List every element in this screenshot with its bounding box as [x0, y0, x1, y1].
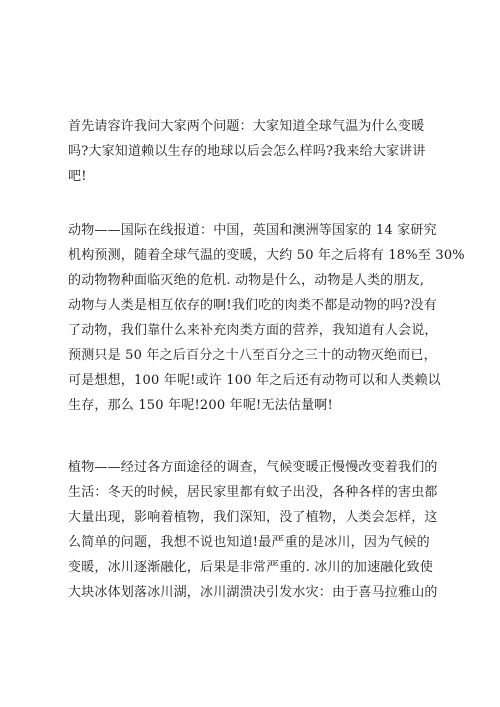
text-line: 预测只是 50 年之后百分之十八至百分之三十的动物灭绝而已， — [68, 348, 437, 363]
text-line: 大块冰体划落冰川湖，冰川湖溃决引发水灾：由于喜马拉雅山的 — [68, 585, 438, 600]
text-line: 可是想想，100 年呢!或许 100 年之后还有动物可以和人类赖以 — [68, 373, 441, 388]
text-line: 生存，那么 150 年呢!200 年呢!无法估量啊! — [68, 398, 333, 413]
paragraph-plants — [68, 455, 440, 605]
text-line: 么简单的问题，我想不说也知道!最严重的是冰川，因为气候的 — [68, 535, 430, 550]
text-line: 首先请容许我问大家两个问题：大家知道全球气温为什么变暖 — [68, 119, 425, 134]
text-line: 吗?大家知道赖以生存的地球以后会怎么样吗?我来给大家讲讲 — [68, 144, 426, 159]
paragraph-animals — [68, 218, 465, 418]
text-line: 了动物，我们靠什么来补充肉类方面的营养，我知道有人会说， — [68, 323, 438, 338]
text-line: 变暖，冰川逐渐融化，后果是非常严重的. 冰川的加速融化致使 — [68, 560, 434, 575]
text-line: 的动物物种面临灭绝的危机. 动物是什么，动物是人类的朋友, — [68, 273, 425, 288]
text-line: 动物——国际在线报道：中国，英国和澳洲等国家的 14 家研究 — [68, 223, 437, 238]
text-line: 生活：冬天的时候，居民家里都有蚊子出没，各种各样的害虫都 — [68, 485, 438, 500]
text-line: 动物与人类是相互依存的啊!我们吃的肉类不都是动物的吗?没有 — [68, 298, 437, 313]
text-line: 机构预测，随着全球气温的变暖，大约 50 年之后将有 18%至 30% — [68, 248, 465, 263]
text-line: 吧! — [68, 169, 87, 184]
paragraph-intro — [68, 114, 440, 189]
text-line: 植物——经过各方面途径的调查，气候变暖正慢慢改变着我们的 — [68, 460, 438, 475]
text-line: 大量出现，影响着植物，我们深知，没了植物，人类会怎样，这 — [68, 510, 438, 525]
